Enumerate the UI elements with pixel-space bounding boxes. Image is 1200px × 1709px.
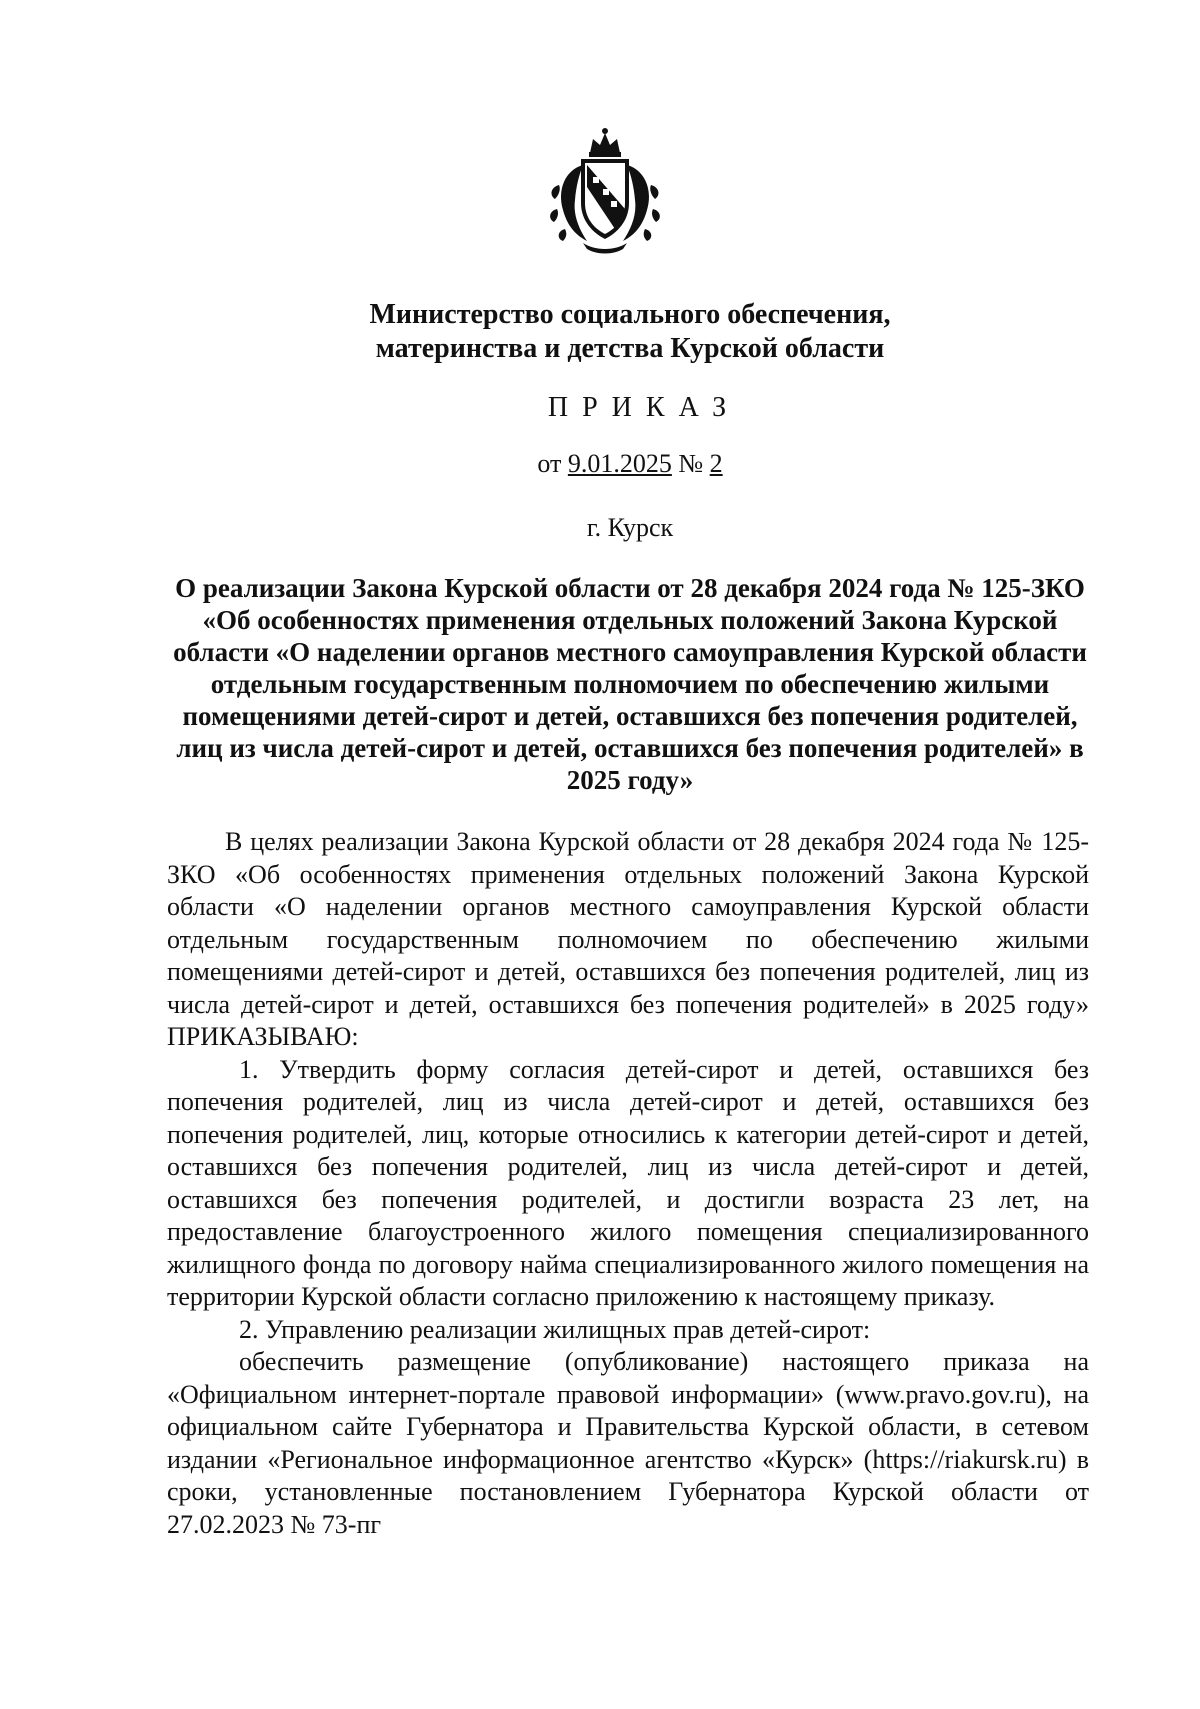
- ministry-line-1: Министерство социального обеспечения,: [369, 299, 891, 330]
- item-2-text-paragraph: обеспечить размещение (опубликование) настоящего приказа на «Официальном интернет-портале правовой информации» (www.pravo.gov.ru), на официальном сайте Губернатора и Правительства Курской области, в сетевом издании «Региональное информационное агентство «Курск» (https://riakursk.ru) в сроки, установленные постановлением Губернатора Курской области от 27.02.2023 № 73-пг: [167, 1347, 1089, 1539]
- order-heading: О реализации Закона Курской области от 28 декабря 2024 года № 125-ЗКО «Об особенностях применения отдельных положений Закона Курской области «О наделении органов местного самоуправления Курской области отдельным государственным полномочием по обеспечению жилыми помещениями детей-сирот и детей, оставшихся без попечения родителей, лиц из числа детей-сирот и детей, оставшихся без попечения родителей» в 2025 году»: [173, 573, 1087, 795]
- order-title: ПРИКАЗ: [547, 392, 741, 423]
- item-2-paragraph: 2. Управлению реализации жилищных прав детей-сирот:: [239, 1314, 871, 1344]
- date-prefix: от: [537, 449, 562, 478]
- order-number: 2: [709, 449, 723, 478]
- item-1-paragraph: 1. Утвердить форму согласия детей-сирот и детей, оставшихся без попечения родителей, лиц из числа детей-сирот и детей, оставшихся без попечения родителей, лиц, которые относились к категории детей-сирот и детей, оставшихся без попечения родителей, лиц из числа детей-сирот и детей, оставшихся без попечения родителей, и достигли возраста 23 лет, на предоставление благоустроенного жилого помещения специализированного жилищного фонда по договору найма специализированного жилого помещения на территории Курской области согласно приложению к настоящему приказу.: [167, 1054, 1089, 1311]
- number-sign: №: [678, 449, 704, 478]
- intro-paragraph: В целях реализации Закона Курской области от 28 декабря 2024 года № 125-ЗКО «Об особенностях применения отдельных положений Закона Курской области «О наделении органов местного самоуправления Курской области отдельным государственным полномочием по обеспечению жилыми помещениями детей-сирот и детей, оставшихся без попечения родителей, лиц из числа детей-сирот и детей, оставшихся без попечения родителей» в 2025 году» ПРИКАЗЫВАЮ:: [167, 827, 1089, 1051]
- city: г. Курск: [586, 513, 674, 542]
- ministry-name: [160, 298, 1100, 366]
- order-date: 9.01.2025: [567, 449, 672, 478]
- ministry-line-2: материнства и детства Курской области: [375, 333, 885, 364]
- order-date-line: [160, 449, 1100, 479]
- coat-of-arms-icon: [545, 125, 665, 255]
- order-body: [167, 826, 1089, 1541]
